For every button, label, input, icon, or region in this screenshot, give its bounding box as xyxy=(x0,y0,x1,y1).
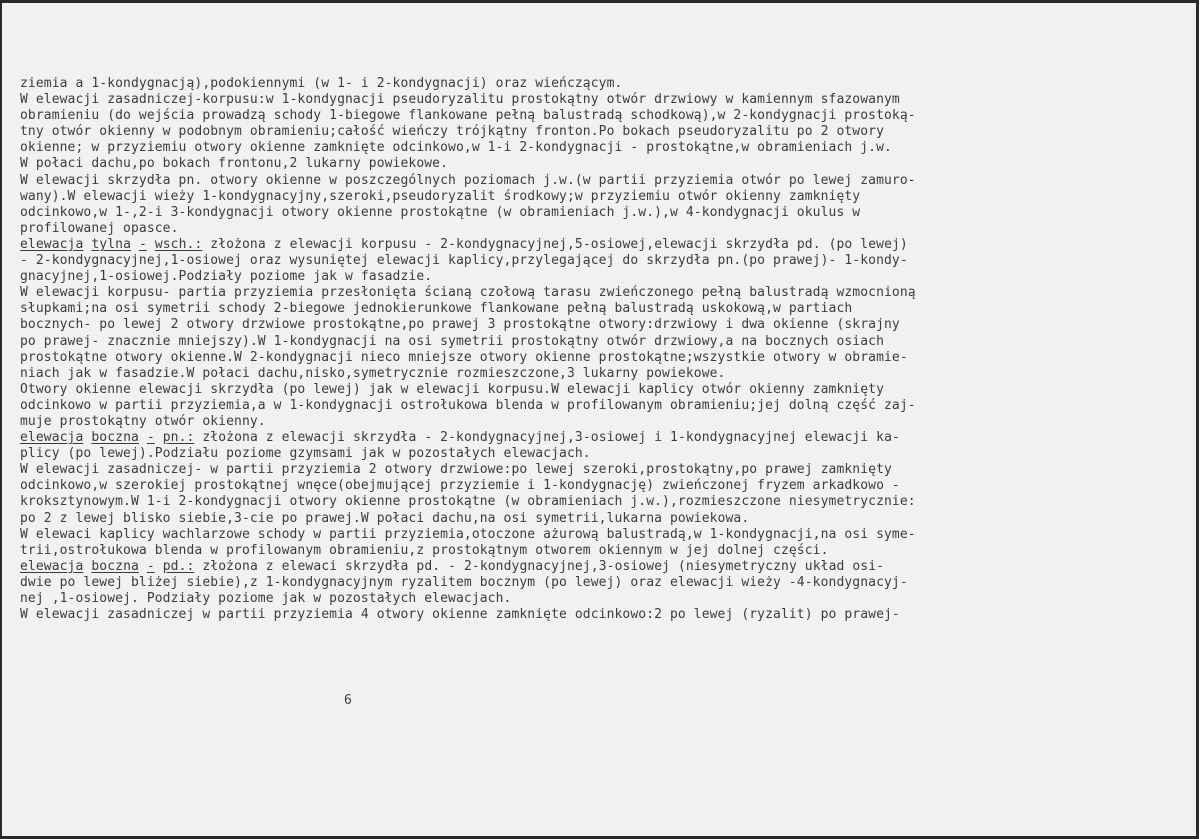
text-line xyxy=(20,156,1180,172)
text-segment: złożona z elewaci skrzydła pd. - 2-kondygnacyjnej,3-osiowej (niesymetryczny układ osi- xyxy=(194,558,885,574)
text-segment: bocznych- po lewej 2 otwory drzwiowe prostokątne,po prawej 3 prostokątne otwory:drzwiowy i dwa okienne (skrajny xyxy=(20,317,900,333)
text-segment xyxy=(147,237,155,252)
text-segment: odcinkowo,w szerokiej prostokątnej wnęce(obejmującej przyziemie i 1-kondygnację) zwieńczonej fryzem arkadkowo - xyxy=(20,478,900,494)
text-line xyxy=(20,221,1180,237)
text-line xyxy=(20,511,1180,527)
text-segment: złożona z elewacji skrzydła - 2-kondygnacyjnej,3-osiowej i 1-kondygnacyjnej elewacji ka- xyxy=(194,430,900,446)
text-line xyxy=(20,269,1180,285)
text-segment: po 2 z lewej blisko siebie,3-cie po prawej.W połaci dachu,na osi symetrii,lukarna powiekowa. xyxy=(20,510,750,526)
text-line xyxy=(20,173,1180,189)
text-line xyxy=(20,559,1180,575)
text-line xyxy=(20,108,1180,124)
text-line xyxy=(20,414,1180,430)
text-line xyxy=(20,205,1180,221)
text-line xyxy=(20,607,1180,623)
text-line xyxy=(20,189,1180,205)
text-line xyxy=(20,317,1180,333)
text-segment: W elewacji zasadniczej-korpusu:w 1-kondygnacji pseudoryzalitu prostokątny otwór drzwiowy w kamiennym sfazowanym xyxy=(20,92,900,108)
text-line xyxy=(20,334,1180,350)
text-segment: po prawej- znacznie mniejszy).W 1-kondygnacji na osi symetrii prostokątny otwór drzwiowy,a na bocznych osiach xyxy=(20,333,885,349)
text-segment: okienne; w przyziemiu otwory okienne zamknięte odcinkowo,w 1-i 2-kondygnacji - prostokątne,w obramieniach j.w. xyxy=(20,140,892,156)
text-segment: odcinkowo w partii przyziemia,a w 1-kondygnacji ostrołukowa blenda w profilowanym obramieniu;jej dolną część zaj- xyxy=(20,397,916,413)
text-segment: W elewacji zasadniczej w partii przyziemia 4 otwory okienne zamknięte odcinkowo:2 po lewej (ryzalit) po prawej- xyxy=(20,607,900,623)
page-number: 6 xyxy=(344,693,352,708)
text-line xyxy=(20,124,1180,140)
text-line xyxy=(20,446,1180,462)
text-segment: plicy (po lewej).Podziału poziome gzymsami jak w pozostałych elewacjach. xyxy=(20,446,591,462)
underlined-heading-word: wsch.: xyxy=(154,236,203,252)
text-line xyxy=(20,285,1180,301)
underlined-heading-word: pn.: xyxy=(162,430,195,446)
text-segment: tny otwór okienny w podobnym obramieniu;całość wieńczy trójkątny fronton.Po bokach pseudoryzalitu po 2 otwory xyxy=(20,124,885,140)
text-segment: - 2-kondygnacyjnej,1-osiowej oraz wysuniętej elewacji kaplicy,przylegającej do skrzydła pn.(po prawej)- 1-kondy- xyxy=(20,253,908,269)
text-line xyxy=(20,366,1180,382)
text-line xyxy=(20,140,1180,156)
text-segment: trii,ostrołukowa blenda w profilowanym obramieniu,z prostokątnym otworem okiennym w jej dolnej części. xyxy=(20,542,829,558)
text-segment: kroksztynowym.W 1-i 2-kondygnacji otwory okienne prostokątne (w obramieniach j.w.),rozmieszczone niesymetrycznie: xyxy=(20,494,916,510)
underlined-heading-word: boczna xyxy=(91,430,139,446)
underlined-heading-word: - xyxy=(146,430,155,446)
text-segment: W elewacji zasadniczej- w partii przyziemia 2 otwory drzwiowe:po lewej szeroki,prostokątny,po prawej zamknięty xyxy=(20,462,892,478)
text-segment: obramieniu (do wejścia prowadzą schody 1-biegowe flankowane pełną balustradą schodkową),w 2-kondygnacji prostoką- xyxy=(20,108,916,124)
text-line xyxy=(20,76,1180,92)
text-segment: W elewacji korpusu- partia przyziemia przesłonięta ścianą czołową tarasu zwieńczonego pełną balustradą wzmocnioną xyxy=(20,285,916,301)
text-segment: Otwory okienne elewacji skrzydła (po lewej) jak w elewacji korpusu.W elewacji kaplicy otwór okienny zamknięty xyxy=(20,381,885,397)
text-segment xyxy=(155,430,163,445)
text-line xyxy=(20,478,1180,494)
text-segment: wany).W elewacji wieży 1-kondygnacyjny,szeroki,pseudoryzalit środkowy;w przyziemiu otwór okienny zamknięty xyxy=(20,188,861,204)
underlined-heading-word: pd.: xyxy=(162,558,195,574)
text-line xyxy=(20,575,1180,591)
text-line xyxy=(20,398,1180,414)
document-page xyxy=(2,3,1196,836)
text-segment: prostokątne otwory okienne.W 2-kondygnacji nieco mniejsze otwory okienne prostokątne;wszystkie otwory w obramie- xyxy=(20,349,908,365)
underlined-heading-word: tylna xyxy=(91,236,131,252)
text-segment: złożona z elewacji korpusu - 2-kondygnacyjnej,5-osiowej,elewacji skrzydła pd. (po lewej) xyxy=(202,236,908,252)
text-segment: muje prostokątny otwór okienny. xyxy=(20,413,266,429)
text-segment xyxy=(139,430,147,445)
text-line xyxy=(20,301,1180,317)
document-text xyxy=(20,76,1180,623)
text-line xyxy=(20,591,1180,607)
text-segment xyxy=(139,559,147,574)
text-line xyxy=(20,253,1180,269)
underlined-heading-word: elewacja xyxy=(20,558,84,574)
text-segment: W połaci dachu,po bokach frontonu,2 lukarny powiekowe. xyxy=(20,156,449,172)
text-segment: ziemia a 1-kondygnacją),podokiennymi (w 1- i 2-kondygnacji) oraz wieńczącym. xyxy=(20,76,623,91)
text-line xyxy=(20,527,1180,543)
text-segment xyxy=(131,237,139,252)
text-line xyxy=(20,350,1180,366)
underlined-heading-word: - xyxy=(146,558,155,574)
text-segment: gnacyjnej,1-osiowej.Podziały poziome jak w fasadzie. xyxy=(20,269,433,285)
text-segment: profilowanej opasce. xyxy=(20,220,179,236)
text-line xyxy=(20,543,1180,559)
text-segment xyxy=(155,559,163,574)
text-line xyxy=(20,92,1180,108)
text-line xyxy=(20,382,1180,398)
text-segment: nej ,1-osiowej. Podziały poziome jak w pozostałych elewacjach. xyxy=(20,591,512,606)
text-line xyxy=(20,494,1180,510)
underlined-heading-word: elewacja xyxy=(20,430,84,446)
underlined-heading-word: - xyxy=(138,236,147,252)
text-segment: odcinkowo,w 1-,2-i 3-kondygnacji otwory okienne prostokątne (w obramieniach j.w.),w 4-kondygnacji okulus w xyxy=(20,204,861,220)
text-line xyxy=(20,237,1180,253)
underlined-heading-word: boczna xyxy=(91,558,139,574)
text-segment: W elewaci kaplicy wachlarzowe schody w partii przyziemia,otoczone ażurową balustradą,w 1-kondygnacji,na osi syme- xyxy=(20,526,916,542)
text-segment: słupkami;na osi symetrii schody 2-biegowe jednokierunkowe flankowane pełną balustradą uskokową,w partiach xyxy=(20,301,853,317)
underlined-heading-word: elewacja xyxy=(20,236,84,252)
text-line xyxy=(20,462,1180,478)
text-segment: niach jak w fasadzie.W połaci dachu,nisko,symetrycznie rozmieszczone,3 lukarny powiekowe. xyxy=(20,365,726,381)
text-line xyxy=(20,430,1180,446)
text-segment: W elewacji skrzydła pn. otwory okienne w poszczególnych poziomach j.w.(w partii przyziemia otwór po lewej zamuro- xyxy=(20,172,916,188)
text-segment: dwie po lewej bliżej siebie),z 1-kondygnacyjnym ryzalitem bocznym (po lewej) oraz elewacji wieży -4-kondygnacyj- xyxy=(20,574,908,590)
